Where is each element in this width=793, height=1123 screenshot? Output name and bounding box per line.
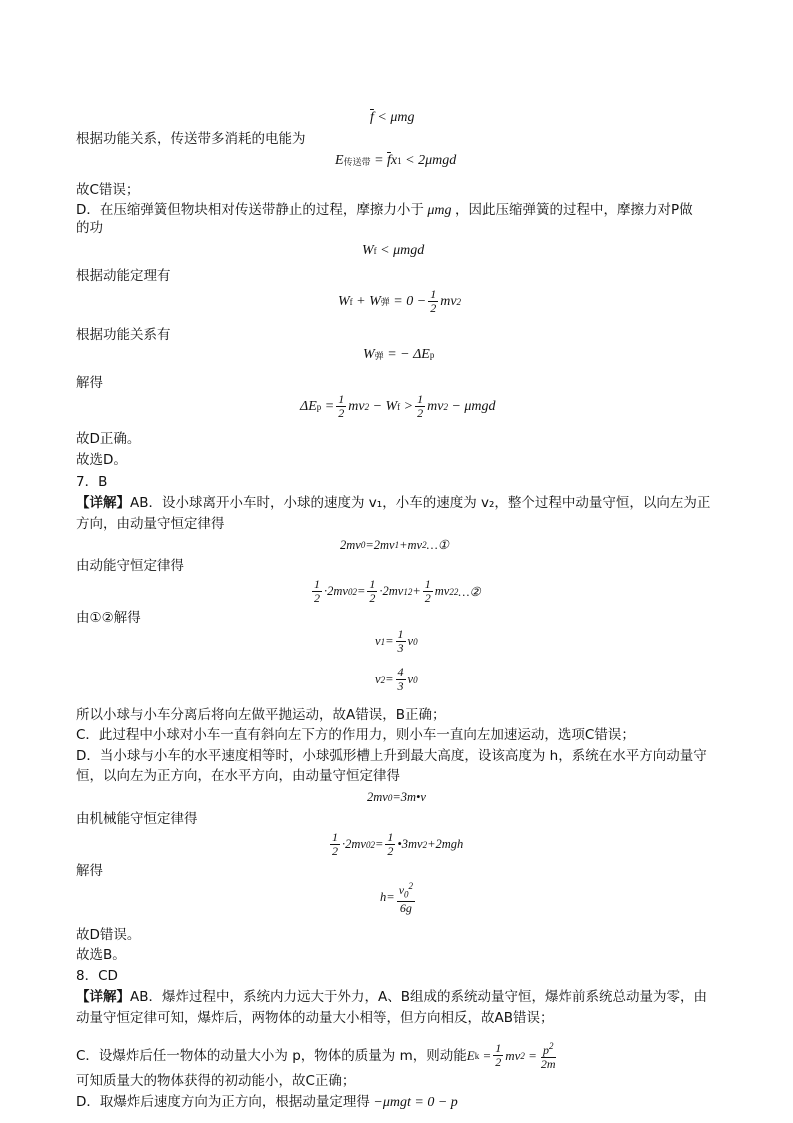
text-line: 方向，由动量守恒定律得 bbox=[76, 516, 225, 532]
text-line: 故选B。 bbox=[76, 947, 126, 963]
text-line: C．此过程中小球对小车一直有斜向左下方的作用力，则小车一直向左加速运动，选项C错误； bbox=[76, 727, 635, 743]
text-fragment: C．设爆炸后任一物体的动量大小为 p，物体的质量为 m，则动能 bbox=[76, 1047, 467, 1064]
equation-spring: W 弹 = − ΔE p bbox=[363, 347, 435, 362]
text-line: 故D正确。 bbox=[76, 431, 141, 447]
equation-momentum-2: 2mv 0 =3m•v bbox=[367, 790, 426, 804]
text-line bbox=[76, 1040, 560, 1071]
equation-work-friction: W f < μmgd bbox=[362, 243, 425, 258]
equation-kinetic: W f + W 弹 = 0 − $\frac{1}{2}$ mv 2 bbox=[338, 287, 462, 315]
text-line bbox=[76, 988, 707, 1006]
text-fragment: AB．爆炸过程中，系统内力远大于外力，A、B组成的系统动量守恒，爆炸前系统总动量为零，由 bbox=[130, 989, 707, 1005]
text-line: 的功 bbox=[76, 220, 103, 236]
text-line: D．当小球与小车的水平速度相等时，小球弧形槽上升到最大高度，设该高度为 h，系统在水平方向动量守 bbox=[76, 748, 707, 764]
equation-result-d: ΔE p = $\frac{1}{2}$ mv 2 − W f > $\frac{1}{2}$ mv 2 − μmgd bbox=[300, 392, 496, 420]
text-line: 恒，以向左为正方向，在水平方向，由动量守恒定律得 bbox=[76, 768, 400, 784]
text-line: D．在压缩弹簧但物块相对传送带静止的过程，摩擦力小于 μmg ，因此压缩弹簧的过程中，摩擦力对P做 bbox=[76, 202, 693, 218]
text-line: 由①②解得 bbox=[76, 610, 141, 626]
text-fragment: AB．设小球离开小车时，小球的速度为 v₁，小车的速度为 v₂，整个过程中动量守恒，以向左为正 bbox=[130, 495, 711, 511]
equation-kinetic-energy: E k = $\frac{1}{2}$ mv 2 = $\frac{p^2}{2m}$ bbox=[466, 1041, 556, 1071]
text-line: D．取爆炸后速度方向为正方向，根据动量定理得 −μmgt = 0 − p bbox=[76, 1094, 458, 1110]
text-fragment: D．取爆炸后速度方向为正方向，根据动量定理得 bbox=[76, 1094, 370, 1110]
text-line: 由动能守恒定律得 bbox=[76, 558, 184, 574]
equation-height: h= $\frac{v_0^2}{6g}$ bbox=[380, 881, 414, 916]
text-line bbox=[76, 494, 710, 512]
text-fragment: D．在压缩弹簧但物块相对传送带静止的过程，摩擦力小于 bbox=[76, 202, 424, 218]
question-number: 7．B bbox=[76, 474, 108, 490]
text-fragment: ，因此压缩弹簧的过程中，摩擦力对P做 bbox=[455, 202, 693, 218]
text-line: 可知质量大的物体获得的初动能小，故C正确； bbox=[76, 1073, 356, 1089]
detail-label: 【详解】 bbox=[76, 989, 130, 1005]
text-line: 根据功能关系有 bbox=[76, 327, 171, 343]
text-line: 由机械能守恒定律得 bbox=[76, 811, 198, 827]
equation-friction: $\overline{f}$ < μmg bbox=[370, 110, 415, 125]
text-line: 故D错误。 bbox=[76, 927, 141, 943]
question-number: 8．CD bbox=[76, 968, 118, 984]
text-line: 动量守恒定律可知，爆炸后，两物体的动量大小相等，但方向相反，故AB错误； bbox=[76, 1010, 554, 1026]
text-line: 根据动能定理有 bbox=[76, 268, 171, 284]
text-line: 根据功能关系，传送带多消耗的电能为 bbox=[76, 131, 306, 147]
text-line: 故选D。 bbox=[76, 452, 127, 468]
text-line: 解得 bbox=[76, 375, 103, 391]
detail-label: 【详解】 bbox=[76, 495, 130, 511]
equation-v1: v 1 = $\frac{1}{3}$ v 0 bbox=[375, 627, 418, 655]
equation-mechanical: $\frac{1}{2}$ ·2mv 0 2 = $\frac{1}{2}$ •3mv 2 +2mgh bbox=[332, 830, 464, 858]
text-line: 解得 bbox=[76, 863, 103, 879]
equation-momentum-1: 2mv 0 =2mv 1 +mv 2 …① bbox=[340, 537, 449, 552]
text-line: 故C错误； bbox=[76, 182, 140, 198]
equation-energy-2: $\frac{1}{2}$ ·2mv 0 2 = $\frac{1}{2}$ ·2mv 1 2 + $\frac{1}{2}$ mv 2 2 …② bbox=[314, 577, 481, 605]
text-line: 所以小球与小车分离后将向左做平抛运动，故A错误，B正确； bbox=[76, 707, 446, 723]
equation-energy: E 传送带 = $\overline{f}$ x 1 < 2μmgd bbox=[335, 153, 457, 168]
equation-v2: v 2 = $\frac{4}{3}$ v 0 bbox=[375, 665, 418, 693]
